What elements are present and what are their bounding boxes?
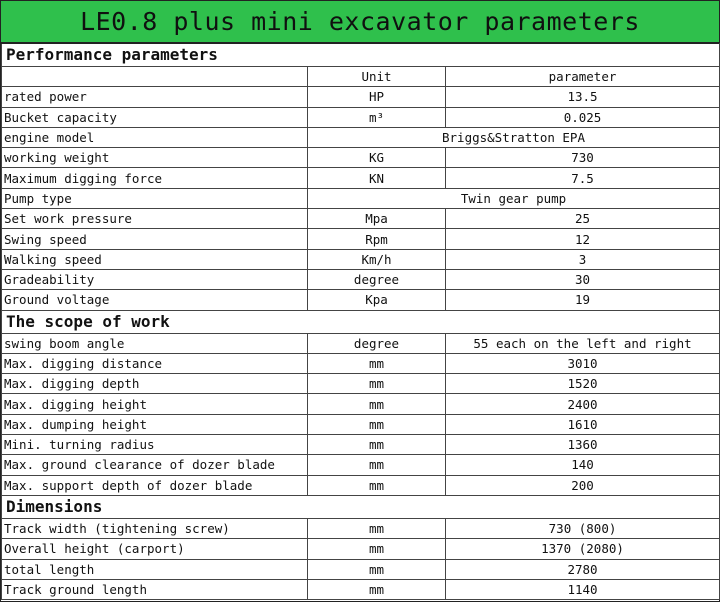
- table-row: [2, 539, 720, 559]
- section-heading-row: [2, 495, 720, 518]
- parameter-value: Twin gear pump: [308, 188, 720, 208]
- parameter-unit: mm: [308, 475, 446, 495]
- parameters-table: [1, 43, 720, 600]
- parameter-name: Maximum digging force: [2, 168, 308, 188]
- column-header-unit: Unit: [308, 67, 446, 87]
- column-header-name: [2, 67, 308, 87]
- section-heading-row: [2, 310, 720, 333]
- table-row: [2, 290, 720, 310]
- parameter-unit: KG: [308, 148, 446, 168]
- parameter-value: 3: [446, 249, 720, 269]
- parameter-value: 0.025: [446, 107, 720, 127]
- parameter-name: working weight: [2, 148, 308, 168]
- parameter-value: 730 (800): [446, 518, 720, 538]
- parameter-value: 30: [446, 269, 720, 289]
- parameter-unit: Kpa: [308, 290, 446, 310]
- parameter-value: 1610: [446, 414, 720, 434]
- parameter-name: Bucket capacity: [2, 107, 308, 127]
- parameter-name: swing boom angle: [2, 333, 308, 353]
- parameter-name: Max. support depth of dozer blade: [2, 475, 308, 495]
- parameter-name: Track width (tightening screw): [2, 518, 308, 538]
- parameter-value: 7.5: [446, 168, 720, 188]
- parameter-name: total length: [2, 559, 308, 579]
- parameter-value: 200: [446, 475, 720, 495]
- parameter-unit: mm: [308, 435, 446, 455]
- parameter-unit: Mpa: [308, 209, 446, 229]
- parameter-unit: mm: [308, 414, 446, 434]
- parameter-name: Max. digging distance: [2, 353, 308, 373]
- parameter-name: rated power: [2, 87, 308, 107]
- parameter-value: 730: [446, 148, 720, 168]
- parameter-value: 2400: [446, 394, 720, 414]
- table-row: [2, 249, 720, 269]
- parameter-unit: mm: [308, 559, 446, 579]
- parameter-unit: mm: [308, 353, 446, 373]
- section-heading-row: [2, 44, 720, 67]
- parameter-unit: mm: [308, 374, 446, 394]
- parameter-unit: mm: [308, 455, 446, 475]
- table-row: [2, 148, 720, 168]
- table-row: [2, 435, 720, 455]
- table-row: [2, 394, 720, 414]
- parameter-value: Briggs&Stratton EPA: [308, 127, 720, 147]
- table-row: [2, 188, 720, 208]
- parameter-value: 140: [446, 455, 720, 475]
- parameter-unit: Km/h: [308, 249, 446, 269]
- parameter-name: engine model: [2, 127, 308, 147]
- table-row: [2, 209, 720, 229]
- parameter-unit: mm: [308, 579, 446, 599]
- table-row: [2, 87, 720, 107]
- section-heading: Performance parameters: [2, 44, 720, 67]
- parameter-unit: HP: [308, 87, 446, 107]
- table-row: [2, 518, 720, 538]
- parameter-name: Gradeability: [2, 269, 308, 289]
- parameter-name: Max. ground clearance of dozer blade: [2, 455, 308, 475]
- page-title: LE0.8 plus mini excavator parameters: [1, 1, 719, 43]
- table-row: [2, 333, 720, 353]
- parameter-value: 1140: [446, 579, 720, 599]
- table-row: [2, 559, 720, 579]
- parameter-name: Ground voltage: [2, 290, 308, 310]
- parameter-name: Overall height (carport): [2, 539, 308, 559]
- parameter-name: Mini. turning radius: [2, 435, 308, 455]
- table-row: [2, 579, 720, 599]
- table-row: [2, 269, 720, 289]
- parameter-unit: degree: [308, 333, 446, 353]
- table-row: [2, 168, 720, 188]
- parameter-unit: KN: [308, 168, 446, 188]
- parameter-value: 2780: [446, 559, 720, 579]
- parameter-name: Max. dumping height: [2, 414, 308, 434]
- table-row: [2, 455, 720, 475]
- table-row: [2, 374, 720, 394]
- table-row: [2, 127, 720, 147]
- section-heading: The scope of work: [2, 310, 720, 333]
- parameter-name: Pump type: [2, 188, 308, 208]
- parameter-unit: mm: [308, 518, 446, 538]
- parameter-value: 3010: [446, 353, 720, 373]
- table-row: [2, 414, 720, 434]
- section-heading: Dimensions: [2, 495, 720, 518]
- parameter-value: 13.5: [446, 87, 720, 107]
- parameter-name: Track ground length: [2, 579, 308, 599]
- parameter-name: Walking speed: [2, 249, 308, 269]
- parameter-name: Max. digging depth: [2, 374, 308, 394]
- column-header-row: [2, 67, 720, 87]
- parameter-unit: Rpm: [308, 229, 446, 249]
- parameter-value: 25: [446, 209, 720, 229]
- parameter-value: 55 each on the left and right: [446, 333, 720, 353]
- parameter-value: 19: [446, 290, 720, 310]
- parameter-name: Set work pressure: [2, 209, 308, 229]
- parameter-value: 1520: [446, 374, 720, 394]
- column-header-value: parameter: [446, 67, 720, 87]
- parameter-value: 1360: [446, 435, 720, 455]
- parameter-unit: m³: [308, 107, 446, 127]
- parameter-value: 12: [446, 229, 720, 249]
- parameter-name: Swing speed: [2, 229, 308, 249]
- parameter-unit: mm: [308, 539, 446, 559]
- table-row: [2, 107, 720, 127]
- parameter-value: 1370 (2080): [446, 539, 720, 559]
- table-row: [2, 475, 720, 495]
- parameter-unit: degree: [308, 269, 446, 289]
- parameter-unit: mm: [308, 394, 446, 414]
- table-row: [2, 353, 720, 373]
- table-row: [2, 229, 720, 249]
- parameter-name: Max. digging height: [2, 394, 308, 414]
